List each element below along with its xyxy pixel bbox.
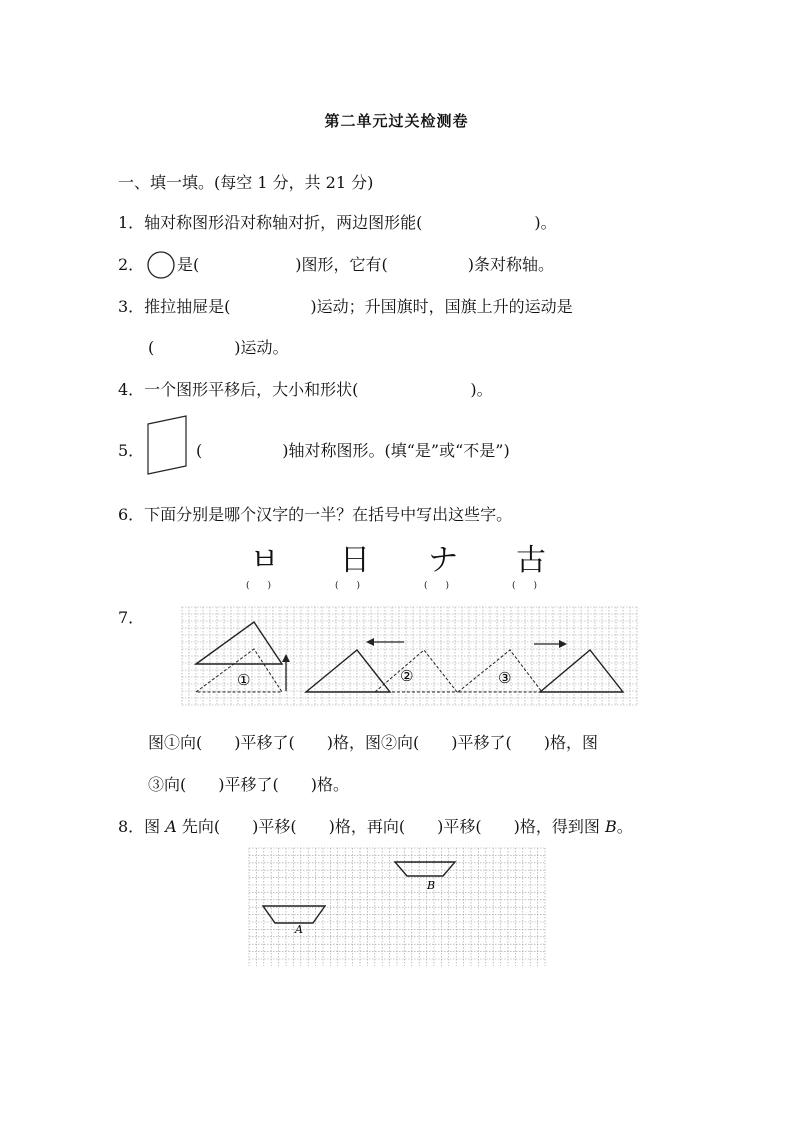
label-b: B (427, 879, 436, 892)
question-1: 1．轴对称图形沿对称轴对折，两边图形能( )。 (118, 213, 557, 232)
parallelogram-figure (146, 414, 190, 476)
question-7-number: 7． (118, 608, 145, 627)
translation-grid-q7 (182, 607, 638, 705)
answer-blank-2: ( ) (335, 581, 361, 591)
translation-grid-q8 (249, 848, 545, 966)
figure-label-2: ② (400, 667, 414, 685)
question-5-text: ( )轴对称图形。(填“是”或“不是”) (196, 441, 510, 460)
figure-b-ref: B (604, 817, 617, 836)
half-character-3: ナ (428, 543, 458, 578)
question-7-line-1: 图①向( )平移了( )格，图②向( )平移了( )格，图 (148, 733, 598, 752)
trapezoid-b (395, 862, 455, 876)
figure-a-ref: A (165, 817, 177, 836)
question-8-suffix: 。 (616, 817, 633, 836)
figure-label-1: ① (237, 671, 251, 689)
half-character-1: ㅂ (250, 543, 279, 578)
section-heading: 一、填一填。(每空 1 分，共 21 分) (118, 173, 374, 192)
arrow-up-head (282, 654, 290, 662)
figure-label-3: ③ (498, 669, 512, 687)
answer-blank-1: ( ) (246, 581, 272, 591)
half-character-4: 古 (516, 543, 546, 578)
question-4: 4．一个图形平移后，大小和形状( )。 (118, 380, 493, 399)
arrow-left-head (366, 638, 374, 646)
answer-blank-4: ( ) (512, 581, 538, 591)
question-8-prefix: 8．图 (118, 817, 166, 836)
question-8 (118, 817, 633, 837)
question-7-line-2: ③向( )平移了( )格。 (148, 775, 349, 794)
question-2-number: 2． (118, 255, 145, 274)
page-title: 第二单元过关检测卷 (324, 112, 469, 130)
question-5-number: 5． (118, 441, 145, 460)
label-a: A (295, 923, 303, 936)
question-6: 6．下面分别是哪个汉字的一半？在括号中写出这些字。 (118, 505, 513, 524)
question-8-middle: 先向( )平移( )格，再向( )平移( )格，得到图 (176, 817, 605, 836)
arrow-right-head (559, 640, 567, 648)
question-3-line-1: 3．推拉抽屉是( )运动；升国旗时，国旗上升的运动是 (118, 297, 573, 316)
question-2-text: 是( )图形，它有( )条对称轴。 (177, 255, 554, 274)
circle-figure (146, 251, 176, 281)
question-3-line-2: ( )运动。 (148, 338, 289, 357)
half-character-2: 日 (340, 543, 370, 578)
answer-blank-3: ( ) (424, 581, 450, 591)
